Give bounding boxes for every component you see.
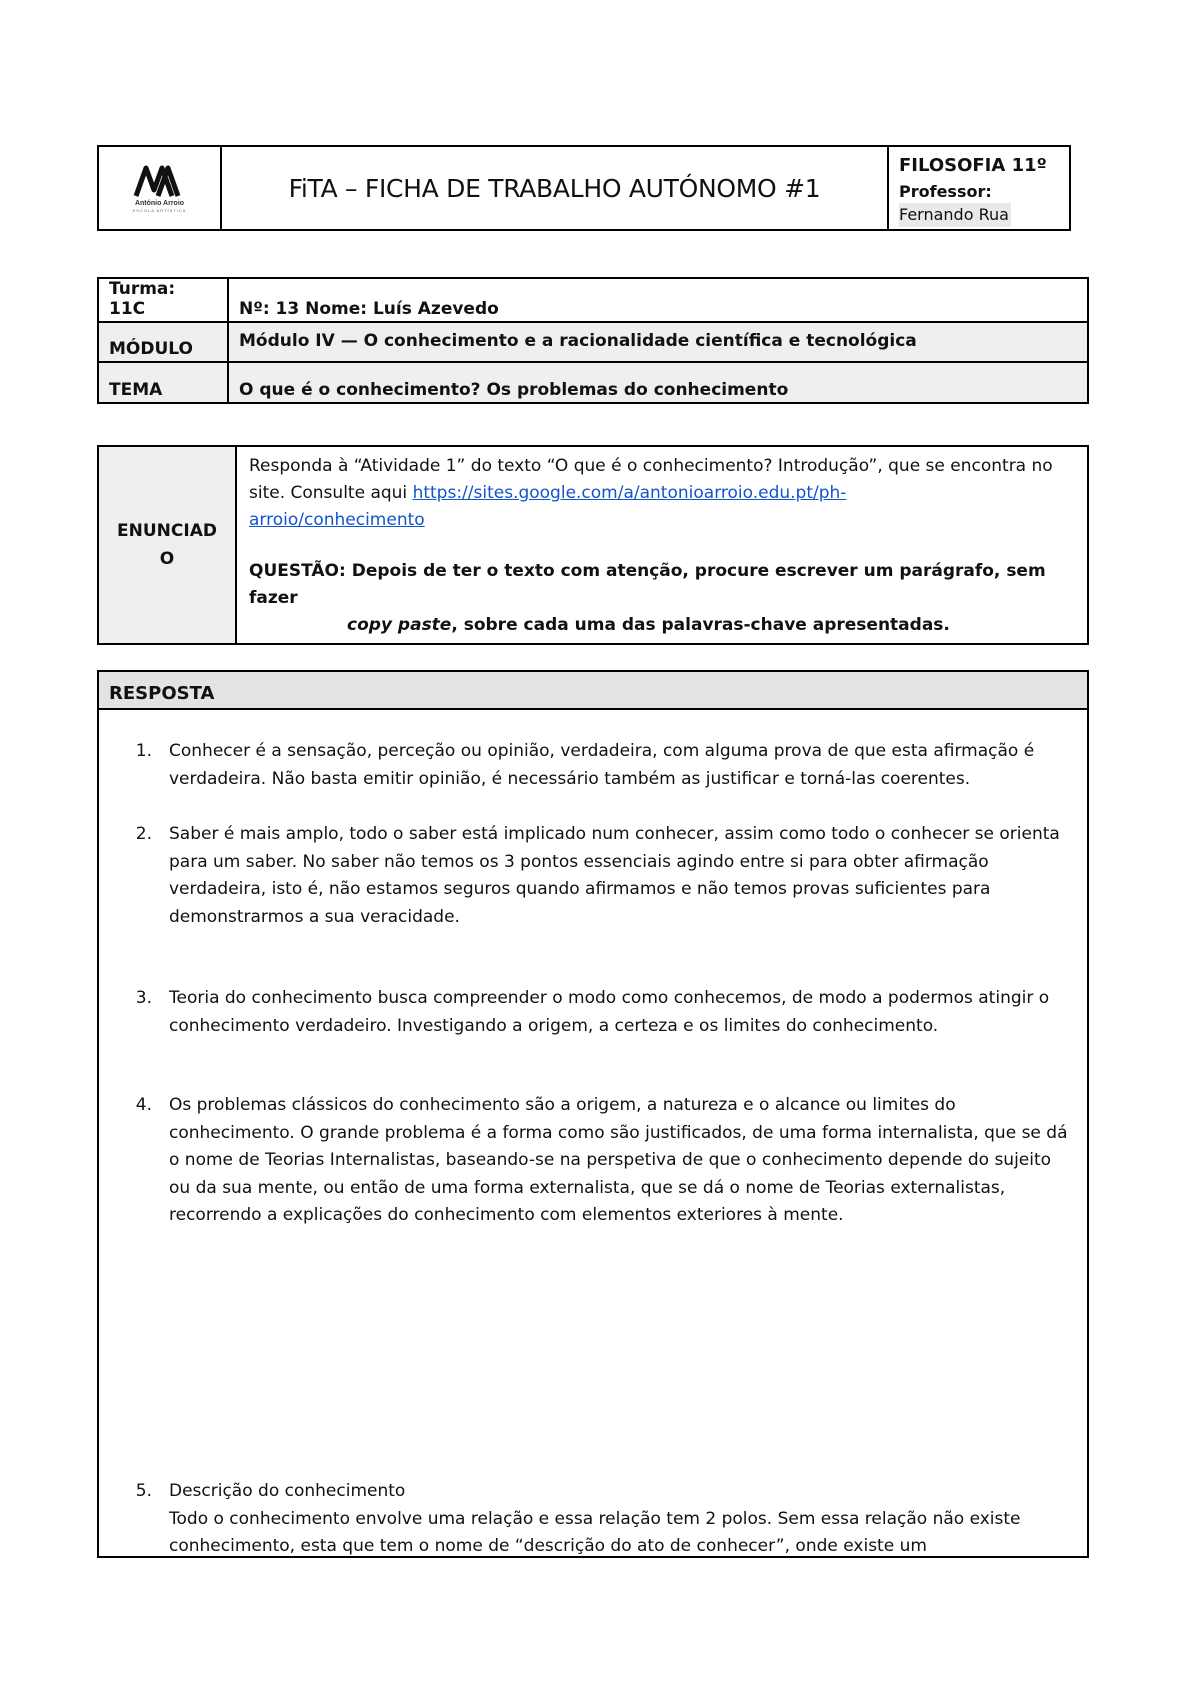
question-text bbox=[249, 558, 1077, 639]
answer-item-1 bbox=[99, 738, 1079, 793]
theme-row bbox=[98, 362, 1088, 403]
question-suffix: , sobre cada uma das palavras-chave apresentadas. bbox=[451, 615, 950, 635]
statement-instructions bbox=[249, 453, 1077, 534]
activity-link-part1: https://sites.google.com/a/antonioarroio.edu.pt/ph- bbox=[412, 483, 847, 503]
answer-item-5 bbox=[99, 1478, 1079, 1558]
answer-item-number: 3. bbox=[135, 988, 152, 1008]
activity-link-part2: arroio/conhecimento bbox=[249, 510, 425, 530]
answer-item-number: 1. bbox=[135, 741, 152, 761]
question-italic: copy paste bbox=[347, 615, 452, 635]
module-value: Módulo IV — O conhecimento e a racionalidade científica e tecnológica bbox=[228, 322, 1088, 362]
answer-item-number: 2. bbox=[135, 824, 152, 844]
school-logo-subtitle: ESCOLA ARTÍSTICA bbox=[132, 208, 187, 213]
statement-label bbox=[98, 446, 236, 644]
theme-value: O que é o conhecimento? Os problemas do conhecimento bbox=[228, 362, 1088, 403]
question-line2 bbox=[249, 615, 950, 635]
statement-text bbox=[236, 446, 1088, 644]
school-logo bbox=[99, 147, 222, 229]
class-cell: Turma: 11C bbox=[98, 278, 228, 322]
statement-label-line2: O bbox=[159, 549, 175, 569]
statement-label-line1: ENUNCIAD bbox=[117, 521, 217, 541]
answer-item-text: Todo o conhecimento envolve uma relação e essa relação tem 2 polos. Sem essa relação não existe conhecimento, esta que tem o nome de “descrição do ato de conhecer”, onde existe um bbox=[169, 1508, 1021, 1556]
question-prefix: QUESTÃO: Depois de ter o texto com atenção, procure escrever um parágrafo, sem fazer bbox=[249, 561, 1046, 608]
teacher-label: Professor: bbox=[899, 182, 992, 201]
statement-table bbox=[97, 445, 1089, 645]
student-cell: Nº: 13 Nome: Luís Azevedo bbox=[228, 278, 1088, 322]
answer-item-text: Teoria do conhecimento busca compreender o modo como conhecemos, de modo a podermos atingir o conhecimento verdadeiro. Investigando a origem, a certeza e os limites do conhecimento. bbox=[169, 988, 1050, 1036]
school-logo-name: António Arroio bbox=[134, 200, 185, 207]
student-info-table bbox=[97, 277, 1089, 404]
subject-cell bbox=[889, 147, 1069, 229]
statement-instructions-text: Responda à “Atividade 1” do texto “O que é o conhecimento? Introdução”, que se encontra no site. Consulte aqui bbox=[249, 456, 1053, 503]
answer-item-2 bbox=[99, 821, 1079, 931]
subject-title: FILOSOFIA 11º bbox=[899, 155, 1047, 176]
document-header bbox=[97, 145, 1071, 231]
worksheet-title: FiTA – FICHA DE TRABALHO AUTÓNOMO #1 bbox=[222, 147, 889, 229]
school-logo-mark bbox=[132, 162, 188, 198]
answer-item-text: Os problemas clássicos do conhecimento são a origem, a natureza e o alcance ou limites do conhecimento. O grande problema é a forma como são justificados, de uma forma internalista, que se dá o nome de Teorias Internalistas, baseando-se na perspetiva de que o conhecimento depende do sujeito ou da sua mente, ou então de uma forma externalista, que se dá o nome de Teorias externalistas, recorrendo a explicações do conhecimento com elementos exteriores à mente. bbox=[169, 1095, 1068, 1225]
answer-item-title: Descrição do conhecimento bbox=[169, 1481, 406, 1501]
student-row bbox=[98, 278, 1088, 322]
answer-box bbox=[97, 670, 1089, 1558]
module-row bbox=[98, 322, 1088, 362]
answer-item-number: 4. bbox=[135, 1095, 152, 1115]
module-label: MÓDULO bbox=[98, 322, 228, 362]
answer-item-3 bbox=[99, 985, 1079, 1040]
theme-label: TEMA bbox=[98, 362, 228, 403]
answer-item-4 bbox=[99, 1092, 1079, 1230]
answer-item-body bbox=[169, 1478, 1079, 1558]
answer-item-text: Saber é mais amplo, todo o saber está implicado num conhecer, assim como todo o conhecer se orienta para um saber. No saber não temos os 3 pontos essenciais agindo entre si para obter afirmação verdadeira, isto é, não estamos seguros quando afirmamos e não temos provas suficientes para demonstrarmos a sua veracidade. bbox=[169, 824, 1060, 927]
answer-item-number: 5. bbox=[135, 1481, 152, 1501]
answer-item-text: Conhecer é a sensação, perceção ou opinião, verdadeira, com alguma prova de que esta afirmação é verdadeira. Não basta emitir opinião, é necessário também as justificar e torná-las coerentes. bbox=[169, 741, 1035, 789]
teacher-name: Fernando Rua bbox=[899, 203, 1011, 227]
answer-heading: RESPOSTA bbox=[99, 672, 1087, 710]
